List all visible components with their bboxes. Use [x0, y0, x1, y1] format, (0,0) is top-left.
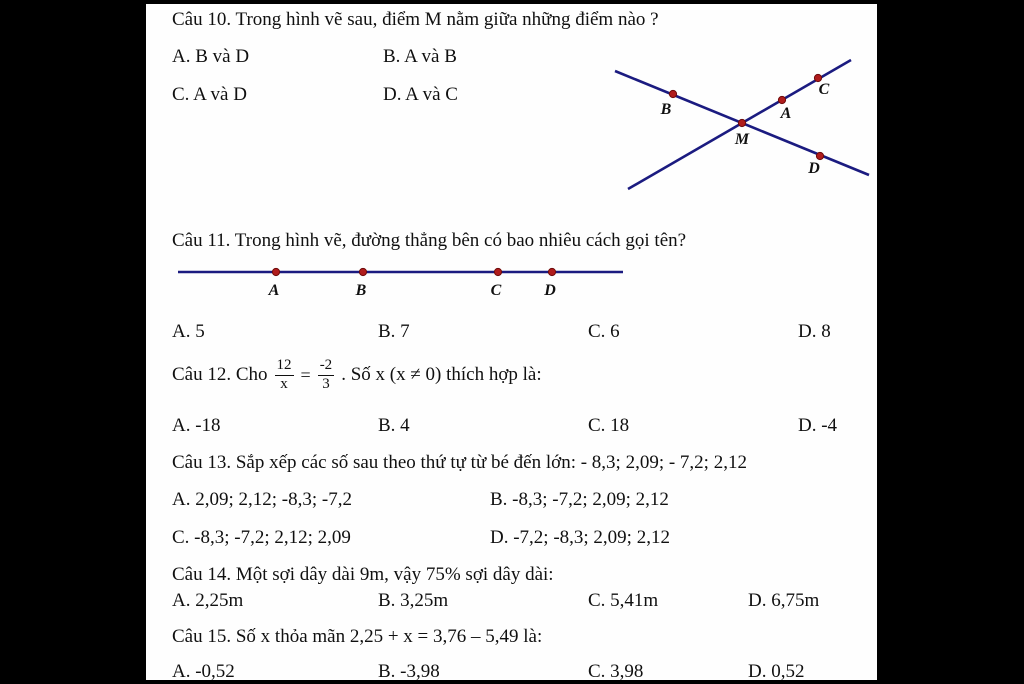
question-12-title	[172, 352, 542, 398]
question-15-title: Câu 15. Số x thỏa mãn 2,25 + x = 3,76 – 5,49 là:	[172, 626, 543, 647]
point-label-b: B	[660, 101, 672, 118]
question-11-option-d: D. 8	[798, 321, 831, 342]
point-label-c: C	[818, 81, 830, 98]
question-10-option-d: D. A và C	[383, 84, 458, 105]
question-13-option-b: B. -8,3; -7,2; 2,09; 2,12	[490, 489, 669, 510]
point-label-m: M	[734, 131, 750, 148]
question-15-option-b: B. -3,98	[378, 661, 440, 682]
question-14-title: Câu 14. Một sợi dây dài 9m, vậy 75% sợi dây dài:	[172, 564, 554, 585]
line-dot-b	[359, 268, 366, 275]
question-14-option-d: D. 6,75m	[748, 590, 820, 611]
question-10-option-b: B. A và B	[383, 46, 457, 67]
line-dot-d	[548, 268, 555, 275]
fraction-numerator: 12	[275, 358, 294, 376]
question-13-option-c: C. -8,3; -7,2; 2,12; 2,09	[172, 527, 351, 548]
question-14-option-a: A. 2,25m	[172, 590, 244, 611]
point-label-d: D	[808, 160, 820, 177]
question-12-option-c: C. 18	[588, 415, 630, 436]
line-dot-c	[494, 268, 501, 275]
point-dot-m	[738, 119, 745, 126]
fraction-denominator: 3	[322, 375, 330, 392]
fraction-numerator: -2	[318, 358, 335, 376]
question-12-option-a: A. -18	[172, 415, 221, 436]
question-14-option-c: C. 5,41m	[588, 590, 659, 611]
question-12-option-b: B. 4	[378, 415, 410, 436]
question-15-option-c: C. 3,98	[588, 661, 644, 682]
point-dot-d	[816, 152, 823, 159]
line-label-a: A	[268, 282, 280, 299]
question-13-option-d: D. -7,2; -8,3; 2,09; 2,12	[490, 527, 670, 548]
question-13-title: Câu 13. Sắp xếp các số sau theo thứ tự từ bé đến lớn: - 8,3; 2,09; - 7,2; 2,12	[172, 452, 747, 473]
question-11-title: Câu 11. Trong hình vẽ, đường thẳng bên có bao nhiêu cách gọi tên?	[172, 230, 687, 251]
equals-sign: =	[300, 364, 311, 385]
point-dot-b	[669, 90, 676, 97]
question-12-option-d: D. -4	[798, 415, 838, 436]
line-label-d: D	[544, 282, 556, 299]
question-10-option-c: C. A và D	[172, 84, 247, 105]
question-11-option-b: B. 7	[378, 321, 410, 342]
crossing-lines-figure	[600, 55, 880, 195]
question-12-prefix: Câu 12. Cho	[172, 364, 268, 385]
question-10-option-a: A. B và D	[172, 46, 250, 67]
question-13-option-a: A. 2,09; 2,12; -8,3; -7,2	[172, 489, 352, 510]
point-dot-a	[778, 96, 785, 103]
question-15-option-a: A. -0,52	[172, 661, 235, 682]
line-dot-a	[272, 268, 279, 275]
question-11-option-c: C. 6	[588, 321, 620, 342]
fraction-12-over-x	[275, 358, 294, 393]
point-label-a: A	[780, 105, 792, 122]
number-line-figure	[170, 262, 630, 300]
fraction-denominator: x	[280, 375, 288, 392]
question-10-title: Câu 10. Trong hình vẽ sau, điểm M nằm giữa những điểm nào ?	[172, 9, 659, 30]
question-12-suffix: . Số x (x ≠ 0) thích hợp là:	[341, 364, 542, 385]
line-label-b: B	[355, 282, 367, 299]
question-14-option-b: B. 3,25m	[378, 590, 449, 611]
fraction-minus2-over-3	[318, 358, 335, 393]
question-11-option-a: A. 5	[172, 321, 205, 342]
line-label-c: C	[490, 282, 502, 299]
question-15-option-d: D. 0,52	[748, 661, 805, 682]
